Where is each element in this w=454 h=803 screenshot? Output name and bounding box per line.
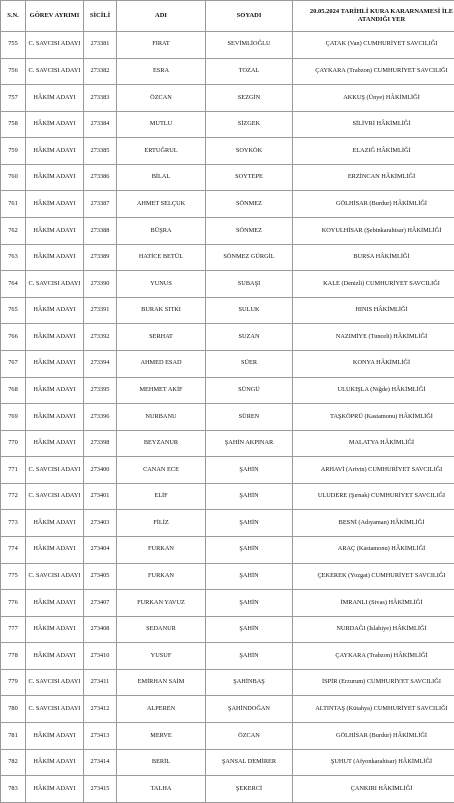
cell-soyadi: ŞEKERCİ bbox=[206, 776, 293, 803]
cell-adi: MUTLU bbox=[117, 111, 206, 138]
cell-gorev-ayrimi: C. SAVCISI ADAYI bbox=[26, 563, 84, 590]
cell-atandigi-yer: GÖLHİSAR (Burdur) HÂKİMLİĞİ bbox=[293, 191, 454, 218]
cell-soyadi: ŞAHİN bbox=[206, 643, 293, 670]
cell-adi: TALHA bbox=[117, 776, 206, 803]
cell-sicili: 273381 bbox=[84, 32, 117, 59]
cell-sn: 780 bbox=[1, 696, 26, 723]
cell-sn: 778 bbox=[1, 643, 26, 670]
cell-sicili: 273403 bbox=[84, 510, 117, 537]
cell-sicili: 273415 bbox=[84, 776, 117, 803]
cell-soyadi: ŞAHİN bbox=[206, 536, 293, 563]
table-row bbox=[1, 483, 454, 510]
cell-gorev-ayrimi: HÂKİM ADAYI bbox=[26, 430, 84, 457]
header-row bbox=[1, 1, 454, 32]
cell-adi: CANAN ECE bbox=[117, 457, 206, 484]
cell-soyadi: ŞAHİN AKPINAR bbox=[206, 430, 293, 457]
cell-sicili: 273394 bbox=[84, 350, 117, 377]
cell-sicili: 273392 bbox=[84, 324, 117, 351]
table-row bbox=[1, 696, 454, 723]
header-soyadi: SOYADI bbox=[206, 1, 293, 32]
cell-atandigi-yer: MALATYA HÂKİMLİĞİ bbox=[293, 430, 454, 457]
cell-soyadi: ŞANSAL DEMİRER bbox=[206, 749, 293, 776]
cell-soyadi: ŞAHİNDOĞAN bbox=[206, 696, 293, 723]
cell-sicili: 273383 bbox=[84, 85, 117, 112]
cell-soyadi: ÖZCAN bbox=[206, 723, 293, 750]
cell-gorev-ayrimi: HÂKİM ADAYI bbox=[26, 350, 84, 377]
cell-sn: 763 bbox=[1, 244, 26, 271]
cell-soyadi: SÖNMEZ bbox=[206, 218, 293, 245]
cell-adi: ALPEREN bbox=[117, 696, 206, 723]
cell-sicili: 273389 bbox=[84, 244, 117, 271]
cell-adi: HATİCE BETÜL bbox=[117, 244, 206, 271]
cell-gorev-ayrimi: C. SAVCISI ADAYI bbox=[26, 483, 84, 510]
cell-adi: YUNUS bbox=[117, 271, 206, 298]
cell-sicili: 273386 bbox=[84, 164, 117, 191]
cell-soyadi: SÖNMEZ GÜRGİL bbox=[206, 244, 293, 271]
cell-atandigi-yer: BURSA HÂKİMLİĞİ bbox=[293, 244, 454, 271]
cell-gorev-ayrimi: HÂKİM ADAYI bbox=[26, 85, 84, 112]
cell-adi: ERTUĞRUL bbox=[117, 138, 206, 165]
table-row bbox=[1, 536, 454, 563]
cell-sicili: 273387 bbox=[84, 191, 117, 218]
cell-soyadi: ŞAHİN bbox=[206, 510, 293, 537]
cell-sicili: 273404 bbox=[84, 536, 117, 563]
table-row bbox=[1, 749, 454, 776]
cell-gorev-ayrimi: HÂKİM ADAYI bbox=[26, 616, 84, 643]
table-row bbox=[1, 218, 454, 245]
cell-atandigi-yer: ELAZIĞ HÂKİMLİĞİ bbox=[293, 138, 454, 165]
cell-adi: FURKAN bbox=[117, 563, 206, 590]
cell-gorev-ayrimi: C. SAVCISI ADAYI bbox=[26, 58, 84, 85]
cell-sn: 774 bbox=[1, 536, 26, 563]
cell-gorev-ayrimi: HÂKİM ADAYI bbox=[26, 723, 84, 750]
cell-gorev-ayrimi: HÂKİM ADAYI bbox=[26, 510, 84, 537]
cell-sn: 768 bbox=[1, 377, 26, 404]
cell-adi: AHMET SELÇUK bbox=[117, 191, 206, 218]
table-row bbox=[1, 457, 454, 484]
cell-gorev-ayrimi: HÂKİM ADAYI bbox=[26, 244, 84, 271]
cell-gorev-ayrimi: HÂKİM ADAYI bbox=[26, 404, 84, 431]
cell-soyadi: SİZGEK bbox=[206, 111, 293, 138]
cell-sn: 758 bbox=[1, 111, 26, 138]
cell-sn: 755 bbox=[1, 32, 26, 59]
cell-sicili: 273413 bbox=[84, 723, 117, 750]
cell-sn: 757 bbox=[1, 85, 26, 112]
table-row bbox=[1, 138, 454, 165]
cell-soyadi: SÜNGÜ bbox=[206, 377, 293, 404]
cell-soyadi: SÖNMEZ bbox=[206, 191, 293, 218]
cell-adi: NURBANU bbox=[117, 404, 206, 431]
cell-soyadi: ŞAHİN bbox=[206, 563, 293, 590]
cell-sicili: 273385 bbox=[84, 138, 117, 165]
table-row bbox=[1, 324, 454, 351]
cell-sicili: 273412 bbox=[84, 696, 117, 723]
cell-soyadi: ŞAHİN bbox=[206, 483, 293, 510]
cell-gorev-ayrimi: HÂKİM ADAYI bbox=[26, 218, 84, 245]
cell-atandigi-yer: ULUKIŞLA (Niğde) HÂKİMLİĞİ bbox=[293, 377, 454, 404]
table-row bbox=[1, 111, 454, 138]
table-header bbox=[1, 1, 454, 32]
cell-sn: 771 bbox=[1, 457, 26, 484]
cell-gorev-ayrimi: HÂKİM ADAYI bbox=[26, 536, 84, 563]
cell-atandigi-yer: ÇAYKARA (Trabzon) CUMHURİYET SAVCILIĞI bbox=[293, 58, 454, 85]
table-row bbox=[1, 643, 454, 670]
cell-gorev-ayrimi: HÂKİM ADAYI bbox=[26, 138, 84, 165]
cell-sicili: 273388 bbox=[84, 218, 117, 245]
cell-gorev-ayrimi: HÂKİM ADAYI bbox=[26, 324, 84, 351]
cell-atandigi-yer: ULUDERE (Şırnak) CUMHURİYET SAVCILIĞI bbox=[293, 483, 454, 510]
cell-atandigi-yer: KALE (Denizli) CUMHURİYET SAVCILIĞI bbox=[293, 271, 454, 298]
cell-soyadi: ŞAHİN bbox=[206, 457, 293, 484]
cell-sn: 764 bbox=[1, 271, 26, 298]
cell-adi: BEYZANUR bbox=[117, 430, 206, 457]
cell-adi: MEHMET AKİF bbox=[117, 377, 206, 404]
cell-sicili: 273382 bbox=[84, 58, 117, 85]
table-row bbox=[1, 377, 454, 404]
cell-sn: 761 bbox=[1, 191, 26, 218]
cell-gorev-ayrimi: HÂKİM ADAYI bbox=[26, 111, 84, 138]
cell-gorev-ayrimi: C. SAVCISI ADAYI bbox=[26, 457, 84, 484]
cell-sn: 781 bbox=[1, 723, 26, 750]
cell-soyadi: ŞAHİNBAŞ bbox=[206, 669, 293, 696]
table-row bbox=[1, 669, 454, 696]
cell-atandigi-yer: TAŞKÖPRÜ (Kastamonu) HÂKİMLİĞİ bbox=[293, 404, 454, 431]
cell-atandigi-yer: NAZIMİYE (Tunceli) HÂKİMLİĞİ bbox=[293, 324, 454, 351]
cell-soyadi: SEZGİN bbox=[206, 85, 293, 112]
cell-adi: FURKAN bbox=[117, 536, 206, 563]
cell-sn: 779 bbox=[1, 669, 26, 696]
cell-atandigi-yer: ŞUHUT (Afyonkarahisar) HÂKİMLİĞİ bbox=[293, 749, 454, 776]
header-adi: ADI bbox=[117, 1, 206, 32]
cell-soyadi: SEVİMLİOĞLU bbox=[206, 32, 293, 59]
cell-adi: BERİL bbox=[117, 749, 206, 776]
cell-soyadi: SULUK bbox=[206, 297, 293, 324]
cell-sn: 769 bbox=[1, 404, 26, 431]
table-row bbox=[1, 191, 454, 218]
cell-atandigi-yer: ALTINTAŞ (Kütahya) CUMHURİYET SAVCILIĞI bbox=[293, 696, 454, 723]
cell-atandigi-yer: İSPİR (Erzurum) CUMHURİYET SAVCILIĞI bbox=[293, 669, 454, 696]
cell-sicili: 273411 bbox=[84, 669, 117, 696]
table-row bbox=[1, 164, 454, 191]
table-row bbox=[1, 510, 454, 537]
table-row bbox=[1, 297, 454, 324]
cell-adi: EMİRHAN SAİM bbox=[117, 669, 206, 696]
cell-soyadi: SOYKÖK bbox=[206, 138, 293, 165]
cell-atandigi-yer: ÇAYKARA (Trabzon) HÂKİMLİĞİ bbox=[293, 643, 454, 670]
cell-gorev-ayrimi: HÂKİM ADAYI bbox=[26, 749, 84, 776]
table-row bbox=[1, 32, 454, 59]
cell-adi: BİLAL bbox=[117, 164, 206, 191]
cell-adi: ELİF bbox=[117, 483, 206, 510]
cell-sn: 767 bbox=[1, 350, 26, 377]
cell-gorev-ayrimi: HÂKİM ADAYI bbox=[26, 776, 84, 803]
cell-soyadi: TOZAL bbox=[206, 58, 293, 85]
cell-sicili: 273407 bbox=[84, 590, 117, 617]
cell-adi: SERHAT bbox=[117, 324, 206, 351]
cell-soyadi: ŞAHİN bbox=[206, 590, 293, 617]
cell-soyadi: SÜREN bbox=[206, 404, 293, 431]
cell-sicili: 273395 bbox=[84, 377, 117, 404]
cell-soyadi: SÜER bbox=[206, 350, 293, 377]
table-body bbox=[1, 32, 454, 803]
cell-adi: AHMED ESAD bbox=[117, 350, 206, 377]
cell-gorev-ayrimi: HÂKİM ADAYI bbox=[26, 590, 84, 617]
cell-sicili: 273414 bbox=[84, 749, 117, 776]
table-row bbox=[1, 616, 454, 643]
table-row bbox=[1, 776, 454, 803]
cell-sn: 766 bbox=[1, 324, 26, 351]
table-row bbox=[1, 58, 454, 85]
table-row bbox=[1, 350, 454, 377]
cell-gorev-ayrimi: HÂKİM ADAYI bbox=[26, 164, 84, 191]
cell-sn: 773 bbox=[1, 510, 26, 537]
cell-sn: 783 bbox=[1, 776, 26, 803]
cell-atandigi-yer: ÇEKEREK (Yozgat) CUMHURİYET SAVCILIĞI bbox=[293, 563, 454, 590]
cell-sn: 765 bbox=[1, 297, 26, 324]
cell-adi: SEDANUR bbox=[117, 616, 206, 643]
table-row bbox=[1, 271, 454, 298]
header-gorev-ayrimi: GÖREV AYRIMI bbox=[26, 1, 84, 32]
cell-sicili: 273405 bbox=[84, 563, 117, 590]
cell-gorev-ayrimi: C. SAVCISI ADAYI bbox=[26, 271, 84, 298]
cell-gorev-ayrimi: HÂKİM ADAYI bbox=[26, 297, 84, 324]
header-sicili: SİCİLİ bbox=[84, 1, 117, 32]
cell-sicili: 273396 bbox=[84, 404, 117, 431]
cell-gorev-ayrimi: HÂKİM ADAYI bbox=[26, 191, 84, 218]
cell-sicili: 273384 bbox=[84, 111, 117, 138]
cell-sn: 772 bbox=[1, 483, 26, 510]
cell-adi: ESRA bbox=[117, 58, 206, 85]
cell-atandigi-yer: GÖLHİSAR (Burdur) HÂKİMLİĞİ bbox=[293, 723, 454, 750]
cell-sn: 776 bbox=[1, 590, 26, 617]
cell-adi: ÖZCAN bbox=[117, 85, 206, 112]
table-row bbox=[1, 590, 454, 617]
cell-sicili: 273410 bbox=[84, 643, 117, 670]
cell-sn: 777 bbox=[1, 616, 26, 643]
cell-soyadi: SOYTEPE bbox=[206, 164, 293, 191]
table-row bbox=[1, 430, 454, 457]
cell-adi: YUSUF bbox=[117, 643, 206, 670]
cell-atandigi-yer: SİLİVRİ HÂKİMLİĞİ bbox=[293, 111, 454, 138]
cell-sicili: 273401 bbox=[84, 483, 117, 510]
cell-adi: FURKAN YAVUZ bbox=[117, 590, 206, 617]
cell-atandigi-yer: BESNİ (Adıyaman) HÂKİMLİĞİ bbox=[293, 510, 454, 537]
cell-sn: 759 bbox=[1, 138, 26, 165]
cell-sn: 775 bbox=[1, 563, 26, 590]
table-row bbox=[1, 723, 454, 750]
cell-adi: MERVE bbox=[117, 723, 206, 750]
header-sn: S.N. bbox=[1, 1, 26, 32]
cell-sn: 782 bbox=[1, 749, 26, 776]
table-row bbox=[1, 563, 454, 590]
cell-atandigi-yer: ARAÇ (Kastamonu) HÂKİMLİĞİ bbox=[293, 536, 454, 563]
cell-soyadi: SUBAŞI bbox=[206, 271, 293, 298]
cell-soyadi: ŞAHİN bbox=[206, 616, 293, 643]
cell-adi: FİLİZ bbox=[117, 510, 206, 537]
cell-atandigi-yer: AKKUŞ (Ünye) HÂKİMLİĞİ bbox=[293, 85, 454, 112]
cell-gorev-ayrimi: C. SAVCISI ADAYI bbox=[26, 669, 84, 696]
cell-gorev-ayrimi: HÂKİM ADAYI bbox=[26, 377, 84, 404]
cell-gorev-ayrimi: HÂKİM ADAYI bbox=[26, 643, 84, 670]
cell-sicili: 273390 bbox=[84, 271, 117, 298]
cell-atandigi-yer: HINIS HÂKİMLİĞİ bbox=[293, 297, 454, 324]
cell-sicili: 273408 bbox=[84, 616, 117, 643]
cell-sn: 770 bbox=[1, 430, 26, 457]
cell-atandigi-yer: ERZİNCAN HÂKİMLİĞİ bbox=[293, 164, 454, 191]
cell-adi: BÜŞRA bbox=[117, 218, 206, 245]
table-row bbox=[1, 244, 454, 271]
cell-gorev-ayrimi: C. SAVCISI ADAYI bbox=[26, 32, 84, 59]
cell-atandigi-yer: ARHAVİ (Artvin) CUMHURİYET SAVCILIĞI bbox=[293, 457, 454, 484]
cell-atandigi-yer: İMRANLI (Sivas) HÂKİMLİĞİ bbox=[293, 590, 454, 617]
cell-adi: FIRAT bbox=[117, 32, 206, 59]
cell-atandigi-yer: KOYULHİSAR (Şebinkarahisar) HÂKİMLİĞİ bbox=[293, 218, 454, 245]
cell-atandigi-yer: ÇANKIRI HÂKİMLİĞİ bbox=[293, 776, 454, 803]
cell-atandigi-yer: KONYA HÂKİMLİĞİ bbox=[293, 350, 454, 377]
cell-atandigi-yer: NURDAĞI (İslahiye) HÂKİMLİĞİ bbox=[293, 616, 454, 643]
cell-sn: 756 bbox=[1, 58, 26, 85]
cell-sn: 760 bbox=[1, 164, 26, 191]
table-row bbox=[1, 85, 454, 112]
cell-soyadi: SUZAN bbox=[206, 324, 293, 351]
table-row bbox=[1, 404, 454, 431]
cell-sicili: 273398 bbox=[84, 430, 117, 457]
header-atandigi-yer: 20.05.2024 TARİHLİ KURA KARARNAMESİ İLE ATANDIĞI YER bbox=[293, 1, 454, 32]
cell-gorev-ayrimi: C. SAVCISI ADAYI bbox=[26, 696, 84, 723]
cell-sicili: 273400 bbox=[84, 457, 117, 484]
cell-atandigi-yer: ÇATAK (Van) CUMHURİYET SAVCILIĞI bbox=[293, 32, 454, 59]
cell-adi: BURAK SITKI bbox=[117, 297, 206, 324]
cell-sn: 762 bbox=[1, 218, 26, 245]
cell-sicili: 273391 bbox=[84, 297, 117, 324]
